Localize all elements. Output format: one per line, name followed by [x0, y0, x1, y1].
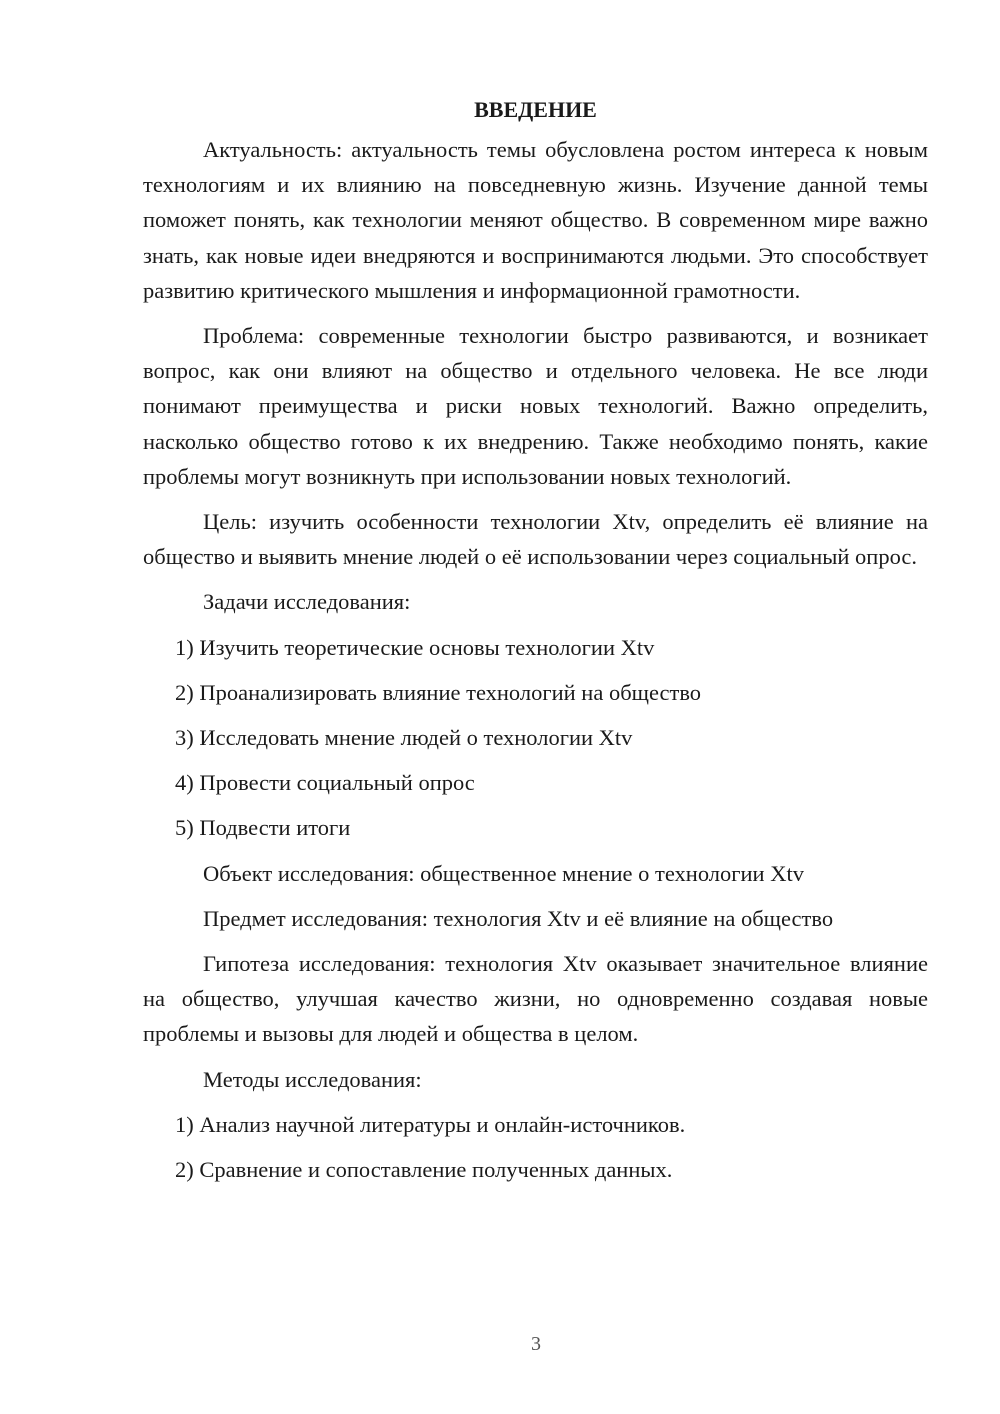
task-item: 4) Провести социальный опрос	[175, 770, 475, 796]
page-number: 3	[531, 1333, 541, 1355]
relevance-paragraph: Актуальность: актуальность темы обусловлена ростом интереса к новым технологиям и их влиянию на повседневную жизнь. Изучение данной темы поможет понять, как технологии меняют общество. В современном мире важно знать, как новые идеи внедряются и воспринимаются людьми. Это способствует развитию критического мышления и информационной грамотности.	[143, 137, 928, 303]
task-item: 3) Исследовать мнение людей о технологии Xtv	[175, 725, 633, 751]
goal-paragraph: Цель: изучить особенности технологии Xtv, определить её влияние на общество и выявить мнение людей о её использовании через социальный опрос.	[143, 509, 928, 570]
problem-paragraph: Проблема: современные технологии быстро развиваются, и возникает вопрос, как они влияют на общество и отдельного человека. Не все люди понимают преимущества и риски новых технологий. Важно определить, насколько общество готово к их внедрению. Также необходимо понять, какие проблемы могут возникнуть при использовании новых технологий.	[143, 323, 928, 489]
task-item: 1) Изучить теоретические основы технологии Xtv	[175, 634, 655, 660]
section-heading: ВВЕДЕНИЕ	[474, 97, 597, 122]
method-item: 1) Анализ научной литературы и онлайн-источников.	[175, 1111, 686, 1137]
research-subject: Предмет исследования: технология Xtv и её влияние на общество	[203, 905, 834, 931]
tasks-list	[143, 630, 928, 846]
task-item: 5) Подвести итоги	[175, 815, 351, 841]
tasks-title: Задачи исследования:	[203, 589, 411, 615]
methods-list	[143, 1107, 928, 1187]
methods-title: Методы исследования:	[203, 1066, 422, 1092]
research-object: Объект исследования: общественное мнение о технологии Xtv	[203, 860, 804, 886]
hypothesis-paragraph: Гипотеза исследования: технология Xtv оказывает значительное влияние на общество, улучшая качество жизни, но одновременно создавая новые проблемы и вызовы для людей и общества в целом.	[143, 951, 928, 1047]
method-item: 2) Сравнение и сопоставление полученных данных.	[175, 1157, 673, 1183]
document-page	[143, 88, 928, 1197]
task-item: 2) Проанализировать влияние технологий на общество	[175, 679, 702, 705]
